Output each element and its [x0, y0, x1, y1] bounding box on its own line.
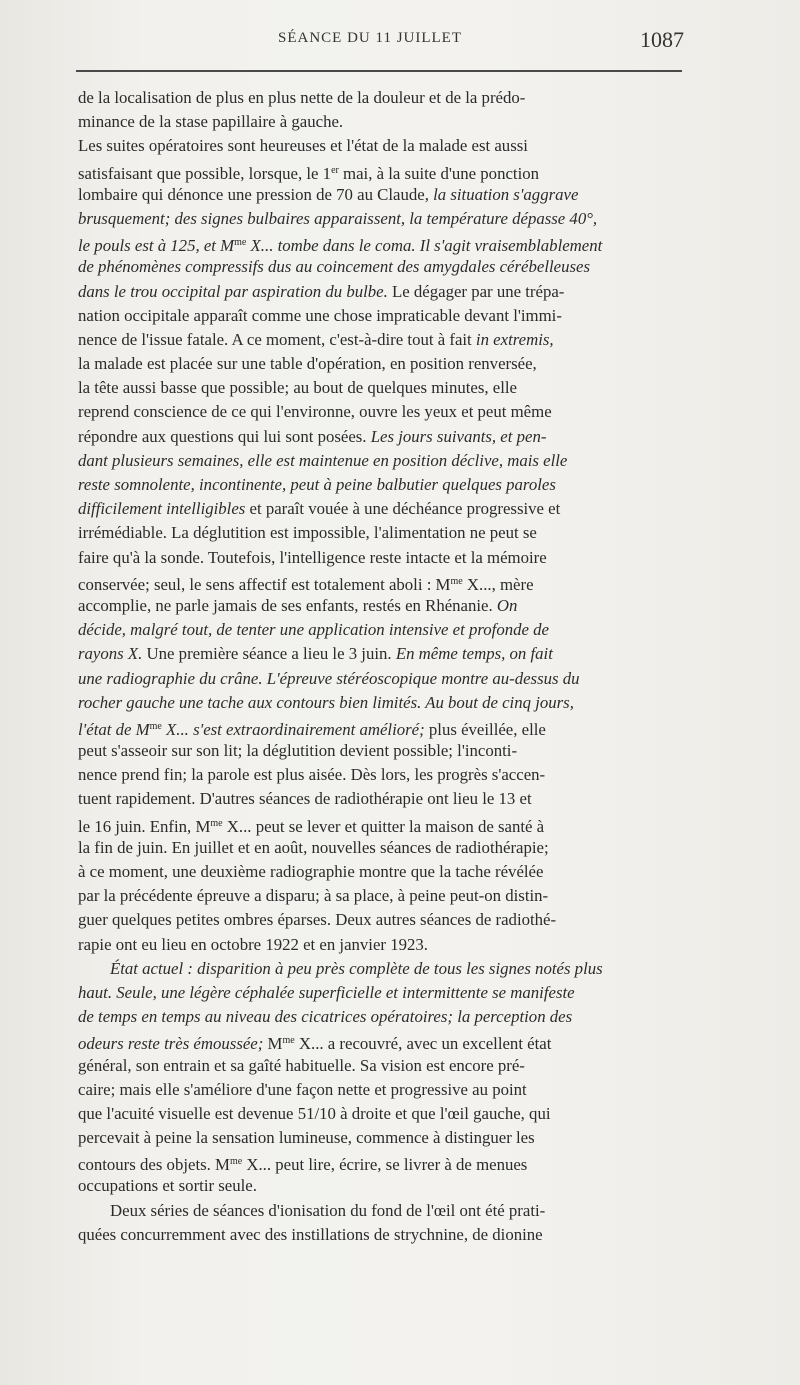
text-segment: à ce moment, une deuxième radiographie montre que la tache révélée — [78, 862, 544, 881]
text-line — [78, 183, 684, 207]
italic-text: reste somnolente, incontinente, peut à peine balbutier quelques paroles — [78, 475, 556, 494]
text-line — [78, 1078, 684, 1102]
superscript: me — [149, 720, 162, 732]
text-line — [78, 642, 684, 666]
text-segment: minance de la stase papillaire à gauche. — [78, 112, 344, 132]
text-segment: Une première séance a lieu le 3 juin. — [142, 644, 396, 664]
text-line — [78, 1174, 684, 1198]
text-line — [78, 908, 684, 932]
text-segment: contours des objets. M — [78, 1155, 230, 1175]
text-segment: percevait à peine la sensation lumineuse, commence à distinguer les — [78, 1128, 535, 1148]
text-line — [78, 1199, 684, 1223]
italic-text: dant plusieurs semaines, elle est maintenue en position déclive, mais elle — [78, 450, 568, 470]
text-line — [78, 255, 684, 279]
text-line — [78, 400, 684, 424]
italic-text: X... tombe dans le coma. Il s'agit vraisemblablement — [246, 236, 603, 256]
text-segment: par la précédente épreuve a disparu; à sa place, à peine peut-on distin- — [78, 886, 549, 906]
text-line — [78, 1223, 684, 1247]
text-segment: X..., mère — [462, 574, 534, 594]
italic-text: de temps en temps au niveau des cicatrices opératoires; la perception des — [78, 1007, 573, 1027]
text-line — [78, 1054, 684, 1078]
text-segment: répondre aux questions qui lui sont posées. — [78, 426, 371, 446]
text-segment: peut s'asseoir sur son lit; la déglutition devient possible; l'inconti- — [78, 741, 518, 761]
text-line — [78, 159, 684, 183]
text-segment: nence de l'issue fatale. A ce moment, c'est-à-dire tout à fait — [78, 329, 476, 349]
text-line — [78, 546, 684, 570]
text-line — [78, 667, 684, 691]
text-line — [78, 1150, 684, 1174]
text-segment: quées concurremment avec des instillations de strychnine, de dionine — [78, 1224, 543, 1244]
italic-text: in extremis, — [475, 329, 554, 349]
text-segment: reprend conscience de ce qui l'environne, ouvre les yeux et peut même — [78, 402, 552, 422]
text-segment: lombaire qui dénonce une pression de 70 au Claude, — [78, 184, 434, 204]
text-segment: rapie ont eu lieu en octobre 1922 et en janvier 1923. — [78, 934, 428, 954]
italic-text: décide, malgré tout, de tenter une application intensive et profonde de — [78, 620, 549, 640]
italic-text: brusquement; des signes bulbaires apparaissent, la température dépasse 40°, — [78, 208, 598, 228]
superscript: er — [331, 164, 339, 176]
italic-text: Les jours suivants, et pen- — [370, 426, 547, 446]
text-line — [78, 763, 684, 787]
italic-text: En même temps, on fait — [395, 644, 553, 664]
text-line — [78, 376, 684, 400]
italic-text: odeurs reste très émoussée; — [78, 1034, 264, 1054]
text-segment: plus éveillée, elle — [424, 719, 546, 739]
italic-text: rayons X. — [78, 644, 143, 664]
text-line — [78, 1126, 684, 1150]
text-segment: le 16 juin. Enfin, M — [78, 816, 211, 836]
italic-text: dans le trou occipital par aspiration du bulbe. — [78, 281, 388, 301]
text-segment: caire; mais elle s'améliore d'une façon nette et progressive au point — [78, 1079, 527, 1099]
text-segment: conservée; seul, le sens affectif est totalement aboli : M — [78, 574, 451, 594]
text-line — [78, 570, 684, 594]
text-line — [78, 497, 684, 521]
text-segment: occupations et sortir seule. — [78, 1176, 257, 1196]
text-line — [78, 594, 684, 618]
text-segment: X... peut se lever et quitter la maison de santé à — [222, 816, 545, 836]
text-line — [78, 933, 684, 957]
text-line — [78, 231, 684, 255]
text-line — [78, 352, 684, 376]
text-segment: guer quelques petites ombres éparses. Deux autres séances de radiothé- — [78, 910, 557, 930]
text-line — [78, 280, 684, 304]
italic-text: une radiographie du crâne. L'épreuve stéréoscopique montre au-dessus du — [78, 668, 580, 688]
header-rule — [76, 70, 682, 72]
text-line — [78, 957, 684, 981]
text-line — [78, 304, 684, 328]
text-segment: faire qu'à la sonde. Toutefois, l'intelligence reste intacte et la mémoire — [78, 547, 547, 567]
text-line — [78, 1102, 684, 1126]
header-title: SÉANCE DU 11 JUILLET — [278, 30, 463, 46]
body-text — [78, 86, 684, 1247]
text-line — [78, 715, 684, 739]
text-line — [78, 860, 684, 884]
text-segment: satisfaisant que possible, lorsque, le 1 — [78, 163, 332, 183]
text-segment: X... a recouvré, avec un excellent état — [294, 1034, 552, 1054]
running-header — [0, 27, 800, 58]
text-line — [78, 739, 684, 763]
italic-text: difficilement intelligibles — [78, 499, 246, 519]
page-number: 1087 — [640, 27, 684, 52]
text-segment: que l'acuité visuelle est devenue 51/10 à droite et que l'œil gauche, qui — [78, 1103, 551, 1123]
text-line — [78, 1005, 684, 1029]
superscript: me — [282, 1035, 295, 1047]
text-segment: X... peut lire, écrire, se livrer à de menues — [242, 1155, 528, 1175]
text-segment: Le dégager par une trépa- — [387, 281, 565, 301]
text-line — [78, 981, 684, 1005]
text-line — [78, 86, 684, 110]
text-segment: tuent rapidement. D'autres séances de radiothérapie ont lieu le 13 et — [78, 789, 532, 809]
italic-text: On — [496, 595, 518, 615]
text-line — [78, 691, 684, 715]
superscript: me — [210, 817, 223, 829]
text-line — [78, 473, 684, 497]
text-segment: la malade est placée sur une table d'opération, en position renversée, — [78, 354, 537, 374]
superscript: me — [229, 1156, 243, 1168]
text-line — [78, 836, 684, 860]
text-line — [78, 110, 684, 134]
text-segment: accomplie, ne parle jamais de ses enfants, restés en Rhénanie. — [78, 595, 497, 615]
text-line — [78, 134, 684, 158]
italic-text: X... s'est extraordinairement amélioré; — [161, 719, 425, 739]
italic-text: la situation s'aggrave — [433, 184, 579, 204]
text-segment: et paraît vouée à une déchéance progressive et — [245, 499, 561, 519]
text-segment: M — [263, 1034, 283, 1054]
superscript: me — [234, 237, 247, 249]
text-segment: nation occipitale apparaît comme une chose impraticable devant l'immi- — [78, 305, 562, 325]
text-line — [78, 812, 684, 836]
text-line — [78, 618, 684, 642]
text-segment: la fin de juin. En juillet et en août, nouvelles séances de radiothérapie; — [78, 837, 549, 857]
text-segment: général, son entrain et sa gaîté habituelle. Sa vision est encore pré- — [78, 1055, 525, 1075]
italic-text: le pouls est à 125, et M — [78, 236, 235, 256]
italic-text: haut. Seule, une légère céphalée superficielle et intermittente se manifeste — [78, 982, 575, 1002]
italic-text: rocher gauche une tache aux contours bien limités. Au bout de cinq jours, — [78, 692, 574, 712]
text-segment: nence prend fin; la parole est plus aisée. Dès lors, les progrès s'accen- — [78, 765, 546, 785]
superscript: me — [450, 575, 463, 587]
text-segment: Les suites opératoires sont heureuses et l'état de la malade est aussi — [78, 136, 528, 156]
text-segment: de la localisation de plus en plus nette de la douleur et de la prédo- — [78, 88, 526, 107]
italic-text: de phénomènes compressifs dus au coincement des amygdales cérébelleuses — [78, 257, 590, 277]
italic-text: l'état de M — [78, 719, 150, 739]
text-line — [78, 328, 684, 352]
text-segment: la tête aussi basse que possible; au bout de quelques minutes, elle — [78, 378, 518, 398]
text-segment: irrémédiable. La déglutition est impossible, l'alimentation ne peut se — [78, 523, 537, 543]
text-line — [78, 425, 684, 449]
text-line — [78, 521, 684, 545]
text-line — [78, 207, 684, 231]
text-segment: mai, à la suite d'une ponction — [338, 163, 540, 183]
text-segment: Deux séries de séances d'ionisation du fond de l'œil ont été prati- — [110, 1200, 546, 1220]
text-line — [78, 787, 684, 811]
text-line — [78, 884, 684, 908]
text-line — [78, 449, 684, 473]
italic-text: État actuel : disparition à peu près complète de tous les signes notés plus — [110, 958, 603, 978]
text-line — [78, 1029, 684, 1053]
